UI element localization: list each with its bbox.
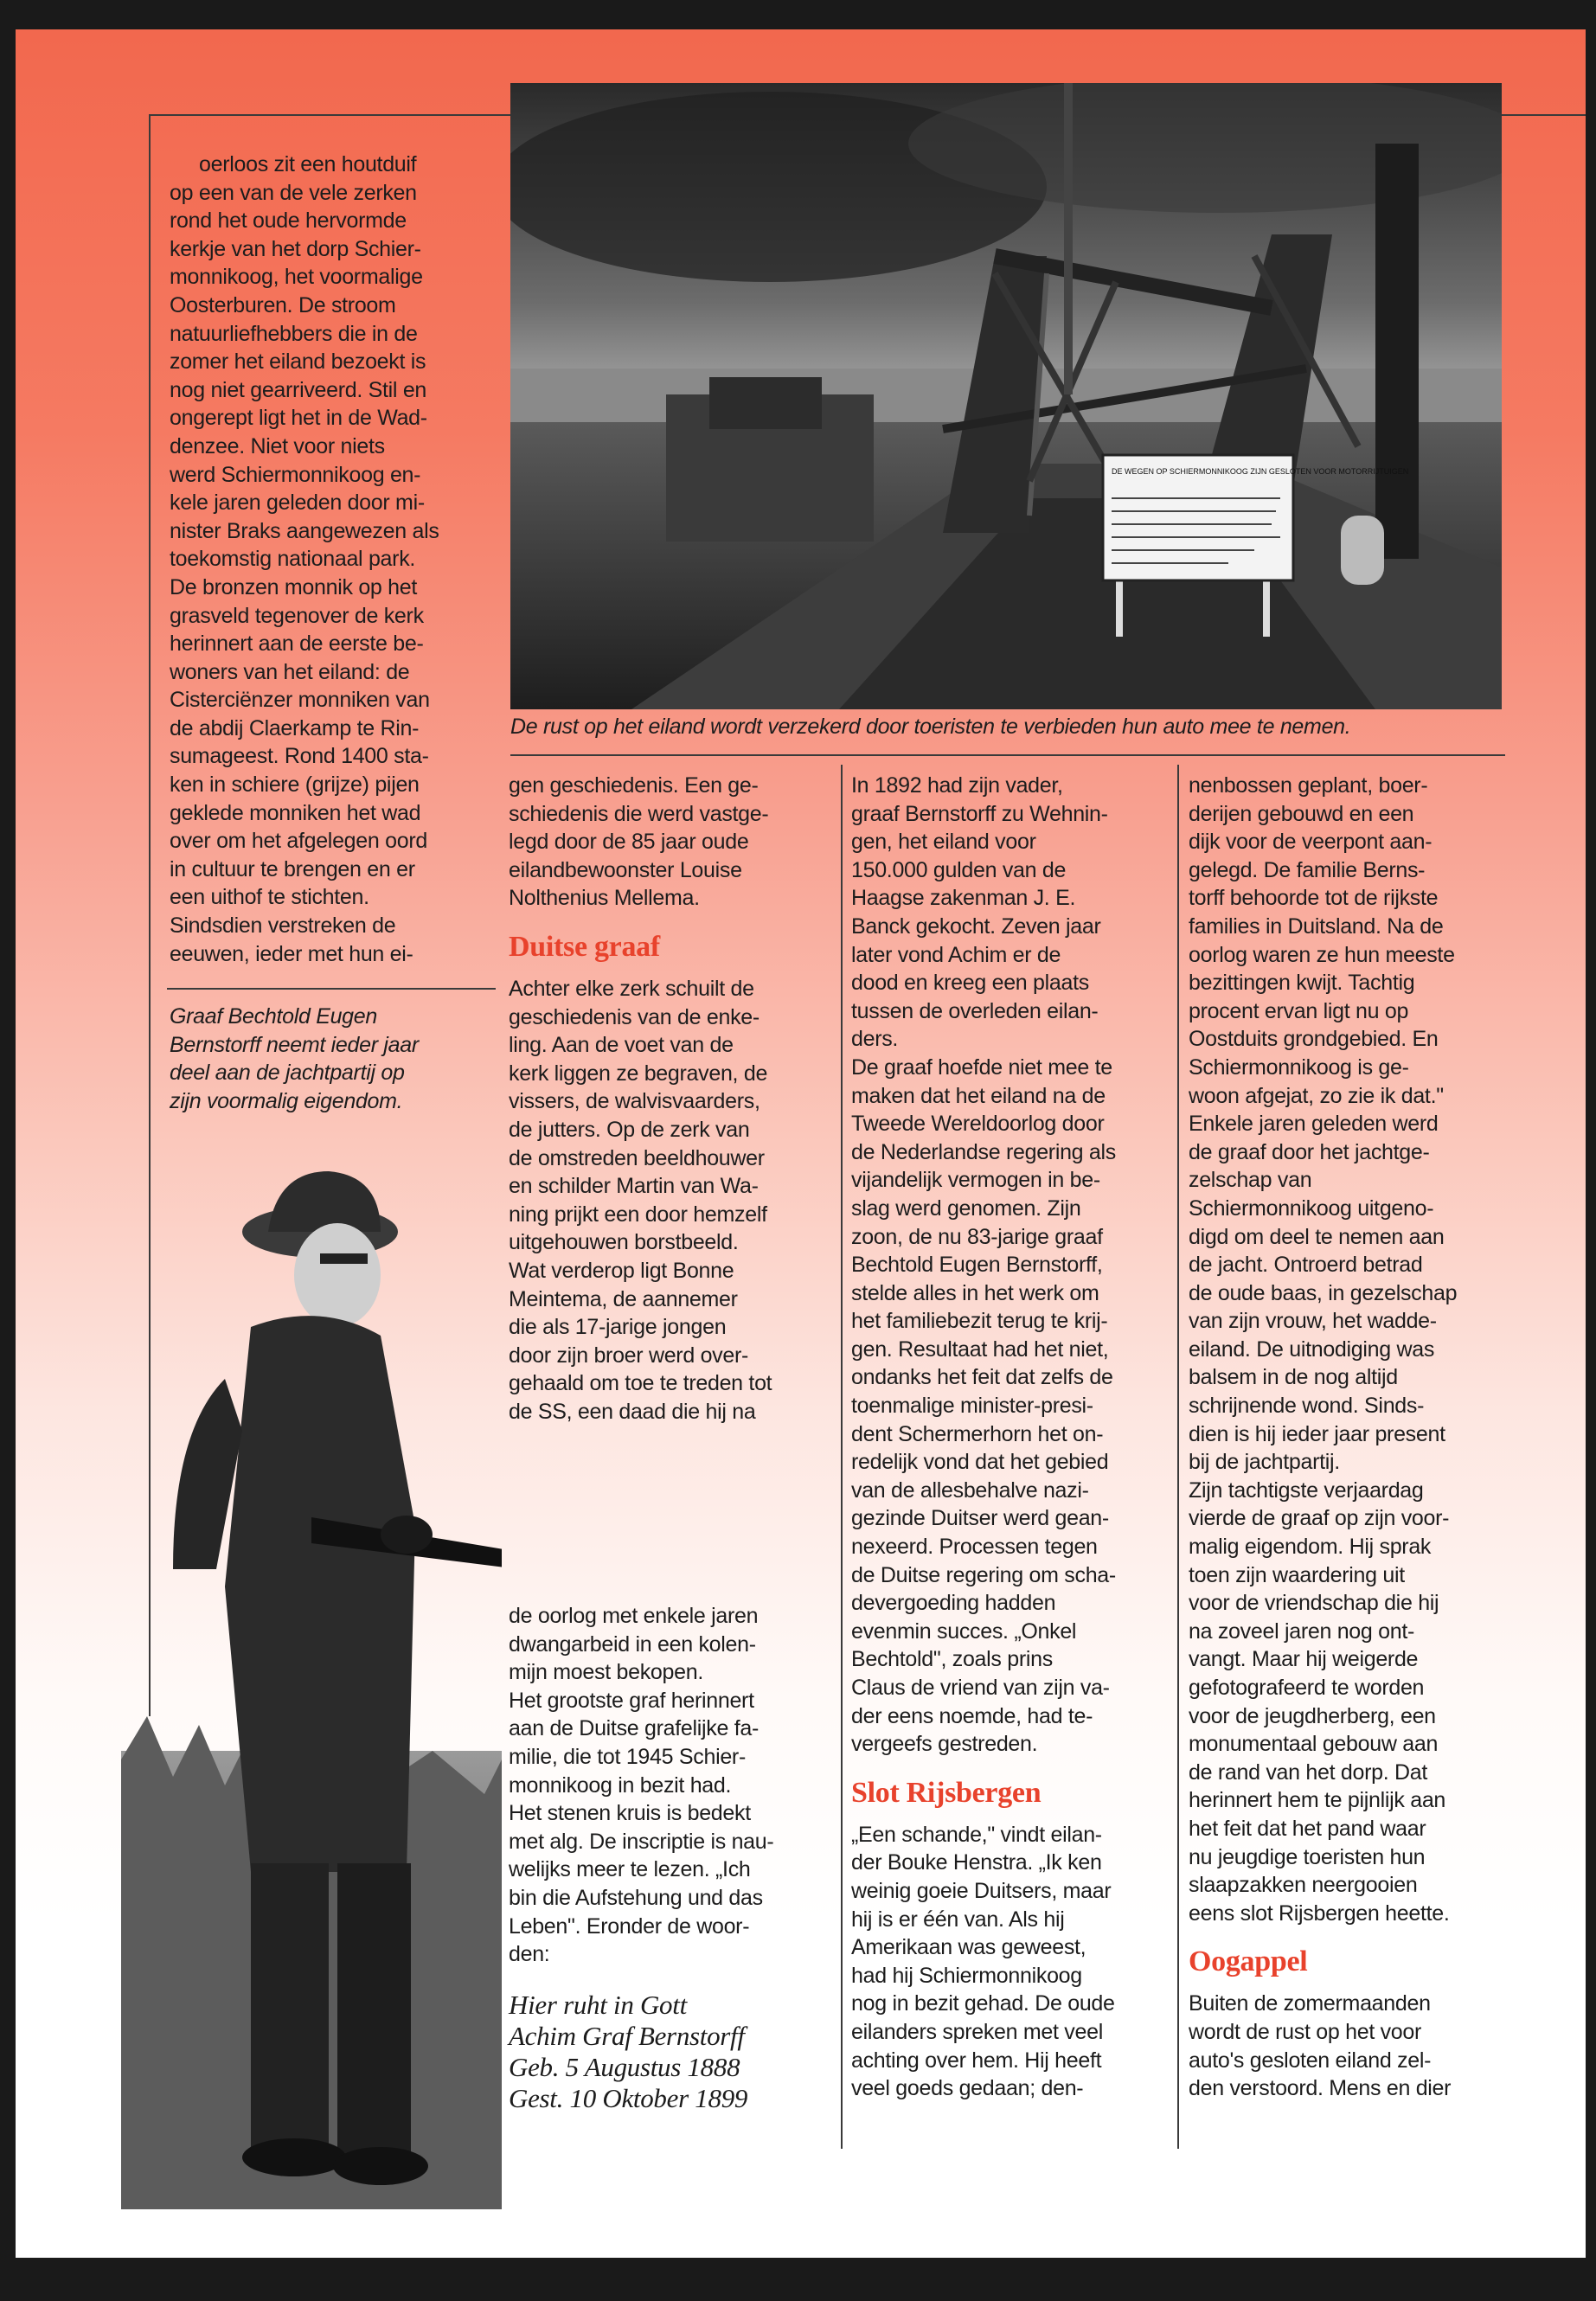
drop-cap	[170, 147, 199, 176]
grave-epitaph: Hier ruht in Gott Achim Graf Bernstorff Geb. 5 Augustus 1888 Gest. 10 Oktober 1899	[509, 1989, 748, 2113]
column-rule-top	[510, 754, 1505, 756]
count-bernstorff-hunting-photo	[121, 1154, 502, 2209]
article-column-2	[509, 772, 829, 1426]
heading-slot-rijsbergen: Slot Rijsbergen	[851, 1776, 1042, 1809]
col3-top-text: In 1892 had zijn vader, graaf Bernstorff zu Wehnin- gen, het eiland voor 150.000 gulden van de Haagse zakenman J. E. Banck gekocht. Zeven jaar later vond Achim er de dood en kreeg een plaats tussen de overleden eilan- ders. De graaf hoefde niet mee te maken dat het eiland na de Tweede Wereldoorlog door de Nederlandse regering als vijandelijk vermogen in be- slag werd genomen. Zijn zoon, de nu 83-jarige graaf Bechtold Eugen Bernstorff, stelde alles in het werk om het familiebezit terug te krij- gen. Resultaat had het niet, ondanks het feit dat zelfs de toenmalige minister-presi- dent Schermerhorn het on- redelijk vond dat het gebied van de allesbehalve nazi- gezinde Duitser werd gean- nexeerd. Processen tegen de Duitse regering om scha- devergoeding hadden evenmin succes. „Onkel Bechtold", zoals prins Claus de vriend van zijn va- der eens noemde, had te- vergeefs gestreden.	[851, 773, 1116, 1757]
magazine-page	[16, 29, 1586, 2258]
article-column-2-continued	[509, 1602, 829, 2114]
sign-text: DE WEGEN OP SCHIERMONNIKOOG ZIJN GESLOTEN VOOR MOTORRIJTUIGEN	[1112, 467, 1409, 476]
column-rule-2	[1177, 765, 1179, 2149]
col4-top-text: nenbossen geplant, boer- derijen gebouwd en een dijk voor de veerpont aan- gelegd. De familie Berns- torff behoorde tot de rijkste families in Duitsland. Na de oorlog waren ze hun meeste bezittingen kwijt. Tachtig procent ervan ligt nu op Oostduits grondgebied. En Schiermonnikoog is ge- woon afgejat, zo zie ik dat." Enkele jaren geleden werd de graaf door het jachtge- zelschap van Schiermonnikoog uitgeno- digd om deel te nemen aan de jacht. Ontroerd betrad de oude baas, in gezelschap van zijn vrouw, het wadde- eiland. De uitnodiging was balsem in de nog altijd schrijnende wond. Sinds- dien is hij ieder jaar present bij de jachtpartij. Zijn tachtigste verjaardag vierde de graaf op zijn voor- malig eigendom. Hij sprak toen zijn waardering uit voor de vriendschap die hij na zoveel jaren nog ont- vangt. Maar hij weigerde gefotografeerd te worden voor de jeugdherberg, een monumentaal gebouw aan de rand van het dorp. Dat herinnert hem te pijnlijk aan het feit dat het pand waar nu jeugdige toeristen hun slaapzakken neergooien eens slot Rijsbergen heette.	[1189, 773, 1458, 1926]
col4-bottom-text: Buiten de zomermaanden wordt de rust op het voor auto's gesloten eiland zel- den verstoord. Mens en dier	[1189, 1991, 1452, 2101]
intro-text: oerloos zit een houtduif op een van de vele zerken rond het oude hervormde kerkje van het dorp Schier- monnikoog, het voormalige Oosterburen. De stroom natuurliefhebbers die in de zomer het eiland bezoekt is nog niet gearriveerd. Stil en ongerept ligt het in de Wad- denzee. Niet voor niets werd Schiermonnikoog en- kele jaren geleden door mi- nister Braks aangewezen als toekomstig nationaal park. De bronzen monnik op het grasveld tegenover de kerk herinnert aan de eerste be- woners van het eiland: de Cisterciënzer monniken van de abdij Claerkamp te Rin- sumageest. Rond 1400 sta- ken in schiere (grijze) pijen geklede monniken het wad over om het afgelegen oord in cultuur te brengen en er een uithof te stichten. Sindsdien verstreken de eeuwen, ieder met hun ei-	[170, 152, 439, 966]
column-rule-1	[841, 765, 843, 2149]
hunter-caption: Graaf Bechtold Eugen Bernstorff neemt ieder jaar deel aan de jachtpartij op zijn voormalig eigendom.	[170, 1004, 419, 1113]
right-edge-rule	[1502, 114, 1586, 116]
heading-oogappel: Oogappel	[1189, 1945, 1308, 1978]
col3-bottom-text: „Een schande," vindt eilan- der Bouke Henstra. „Ik ken weinig goeie Duitsers, maar hij is er één van. Als hij Amerikaan was geweest, had hij Schiermonnikoog nog in bezit gehad. De oude eilanders spreken met veel achting over hem. Hij heeft veel goeds gedaan; den-	[851, 1822, 1115, 2101]
ferry-bridge-photo	[510, 83, 1502, 709]
top-rule	[149, 114, 510, 116]
col2-top-text: gen geschiedenis. Een ge- schiedenis die werd vastge- legd door de 85 jaar oude eilandbewoonster Louise Nolthenius Mellema.	[509, 773, 769, 911]
col2-mid-text: Achter elke zerk schuilt de geschiedenis van de enke- ling. Aan de voet van de kerk liggen ze begraven, de vissers, de walvisvaarders, de jutters. Op de zerk van de omstreden beeldhouwer en schilder Martin van Wa- ning prijkt een door hemzelf uitgehouwen borstbeeld. Wat verderop ligt Bonne Meintema, de aannemer die als 17-jarige jongen door zijn broer werd over- gehaald om toe te treden tot de SS, een daad die hij na	[509, 976, 772, 1424]
article-column-3	[851, 772, 1171, 2103]
heading-duitse-graaf: Duitse graaf	[509, 930, 660, 963]
intro-column	[170, 147, 498, 1116]
photo-caption: De rust op het eiland wordt verzekerd door toeristen te verbieden hun auto mee te nemen.	[510, 715, 1351, 739]
article-column-4	[1189, 772, 1517, 2103]
col2-bottom-text: de oorlog met enkele jaren dwangarbeid in een kolen- mijn moest bekopen. Het grootste graf herinnert aan de Duitse grafelijke fa- milie, die tot 1945 Schier- monnikoog in bezit had. Het stenen kruis is bedekt met alg. De inscriptie is nau- welijks meer te lezen. „Ich bin die Aufstehung und das Leben". Eronder de woor- den:	[509, 1604, 774, 1967]
